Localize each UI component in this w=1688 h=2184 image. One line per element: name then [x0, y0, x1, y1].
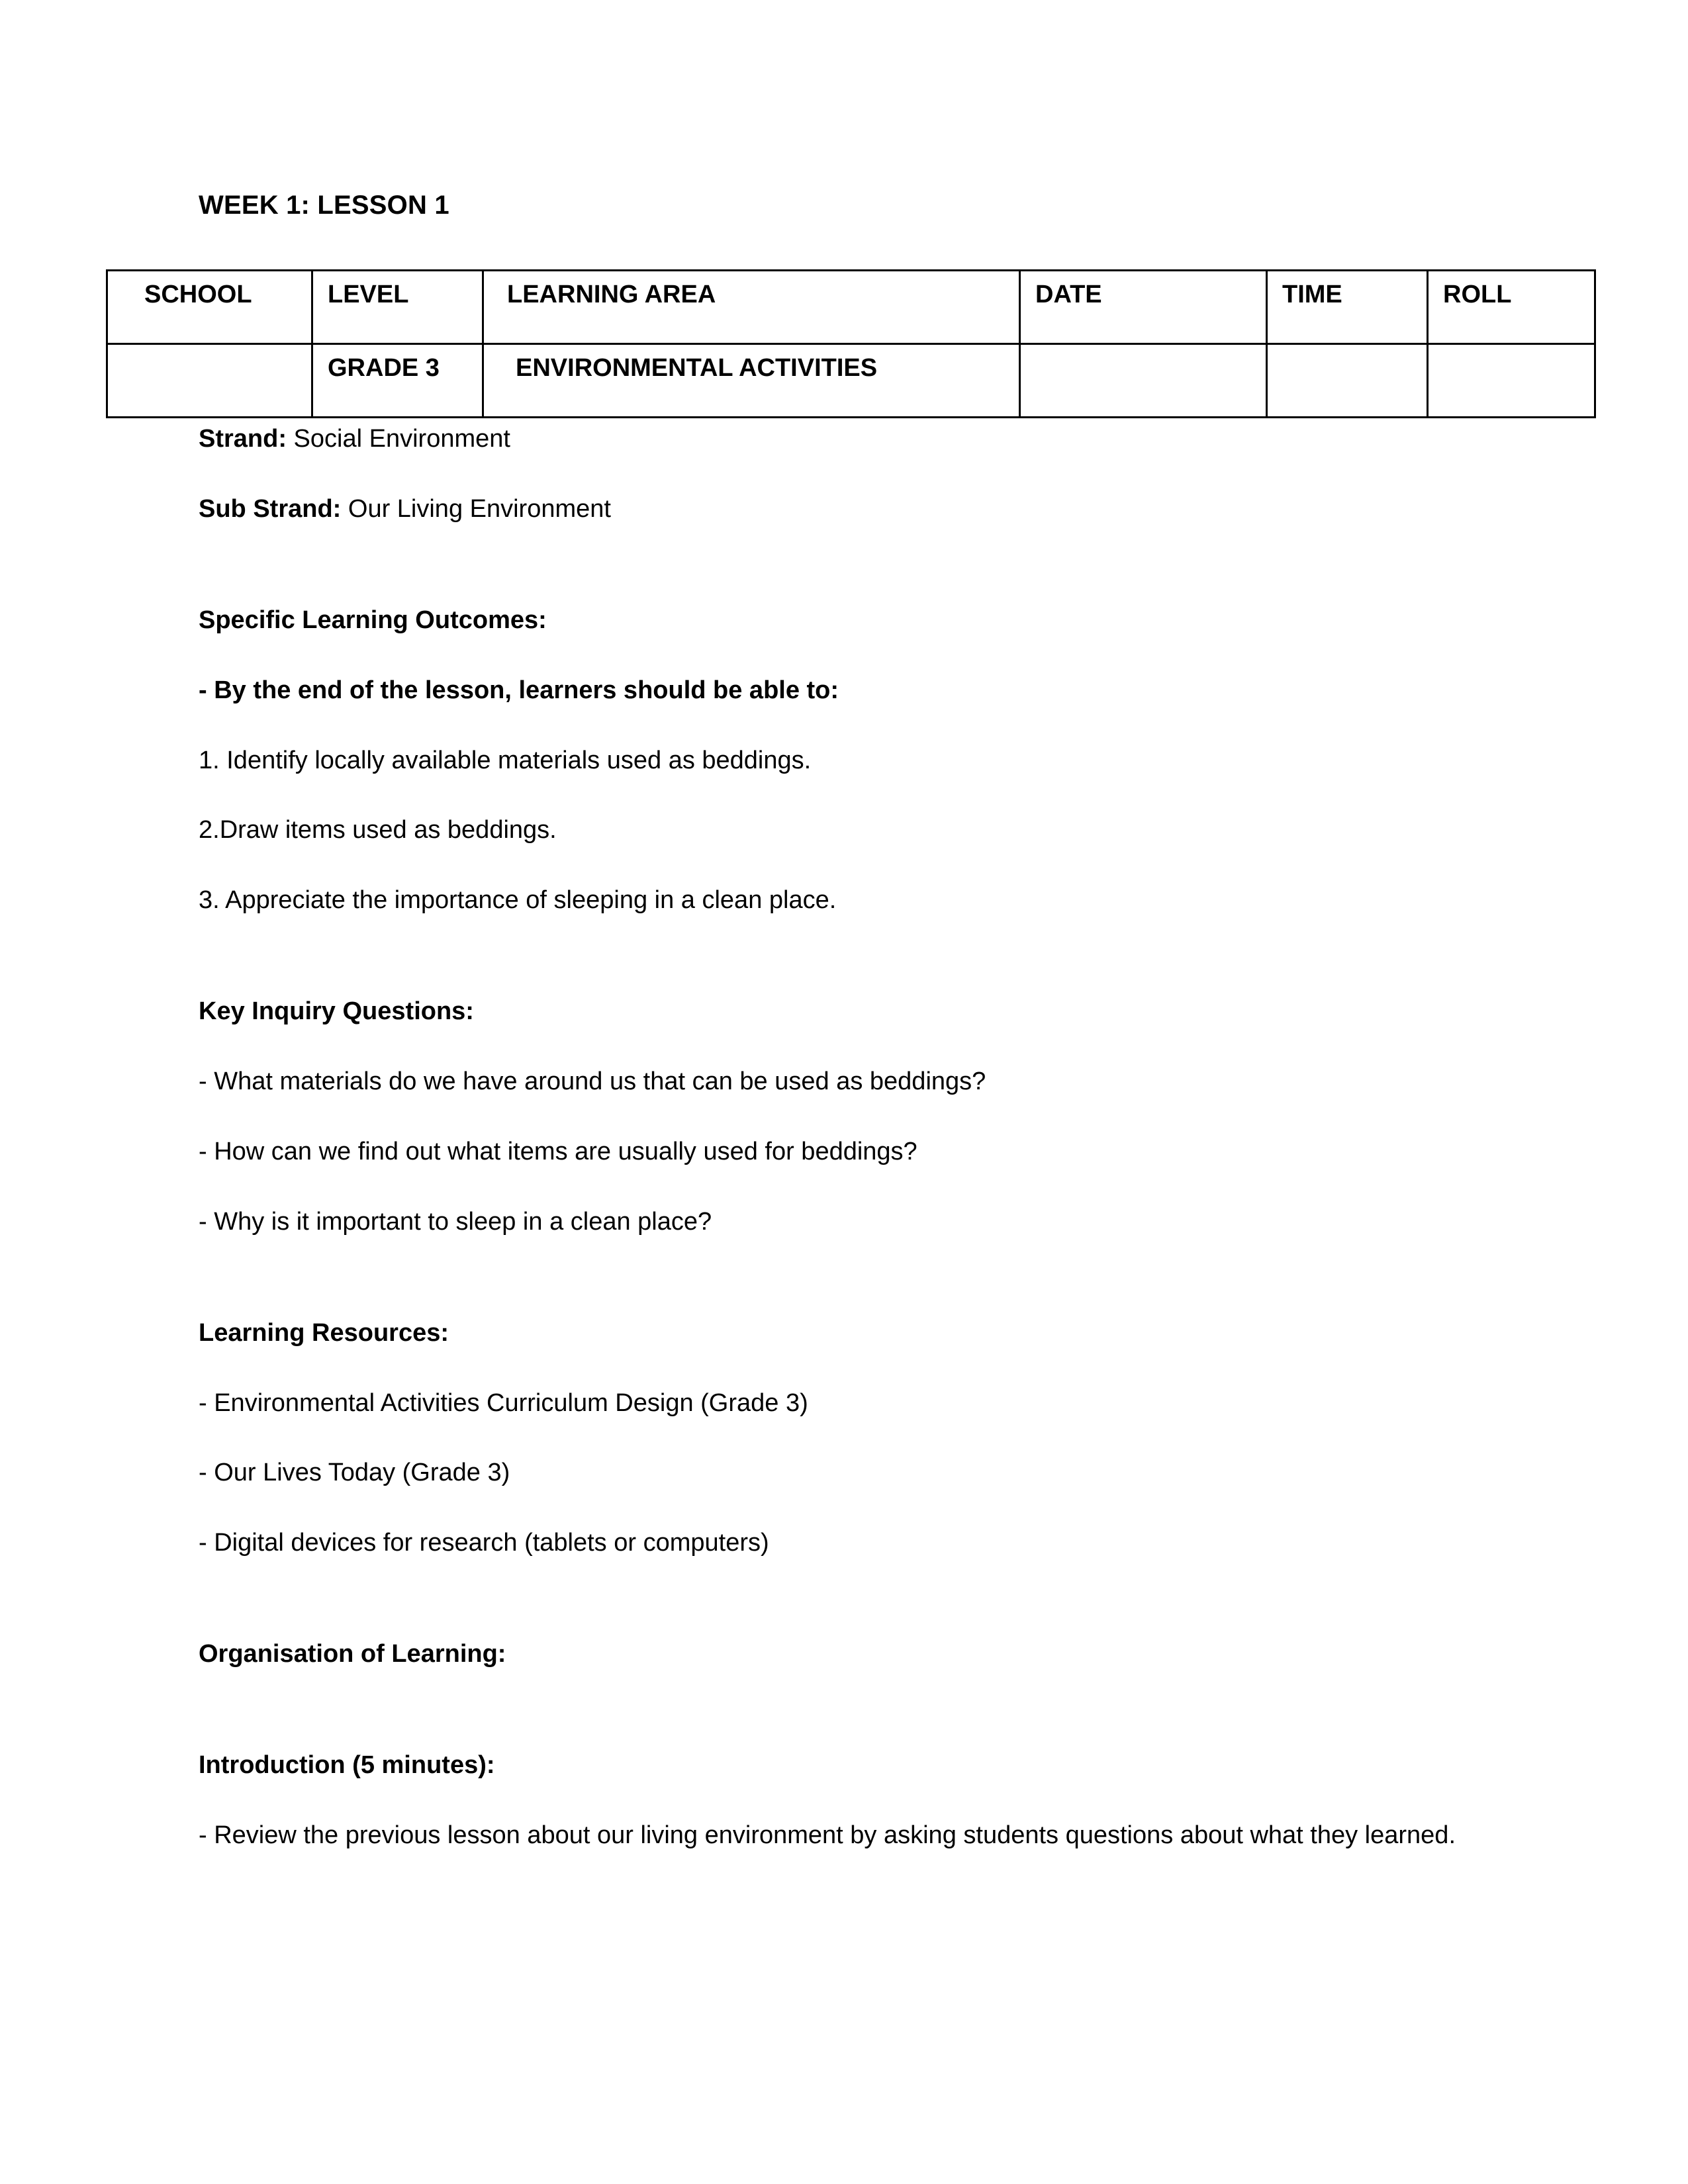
- outcome-item-1: 1. Identify locally available materials used as beddings.: [199, 746, 812, 774]
- learning-resources-heading: Learning Resources:: [199, 1318, 449, 1347]
- sub-strand-value: Our Living Environment: [341, 494, 611, 523]
- key-inquiry-item-1: - What materials do we have around us that can be used as beddings?: [199, 1068, 986, 1095]
- section-spacer: [199, 564, 1456, 605]
- cell-level-value: GRADE 3: [328, 354, 440, 382]
- header-learning-area-label: LEARNING AREA: [507, 281, 716, 308]
- key-inquiry-item-3: - Why is it important to sleep in a clean place?: [199, 1207, 712, 1236]
- header-date-label: DATE: [1035, 281, 1102, 308]
- introduction-text: - Review the previous lesson about our living environment by asking students questions about what they learned.: [199, 1821, 1456, 1849]
- learning-resource-item-2: - Our Lives Today (Grade 3): [199, 1459, 510, 1487]
- table-header-time: [1267, 271, 1428, 344]
- table-row: [107, 344, 1595, 418]
- table-header-school: [107, 271, 312, 344]
- sub-strand-label: Sub Strand:: [199, 494, 342, 523]
- section-spacer: [199, 1277, 1456, 1318]
- table-header-level: [312, 271, 483, 344]
- organisation-of-learning-heading: Organisation of Learning:: [199, 1640, 506, 1668]
- section-spacer: [199, 955, 1456, 996]
- lesson-info-table: [106, 269, 1596, 418]
- sub-strand-line: [199, 494, 1456, 525]
- header-time-label: TIME: [1282, 281, 1342, 308]
- header-level-label: LEVEL: [328, 281, 409, 308]
- header-roll-label: ROLL: [1443, 281, 1512, 308]
- table-header-date: [1020, 271, 1267, 344]
- section-spacer: [199, 1598, 1456, 1639]
- learning-resource-item-1: - Environmental Activities Curriculum Design (Grade 3): [199, 1388, 808, 1417]
- key-inquiry-item-2: - How can we find out what items are usually used for beddings?: [199, 1137, 917, 1165]
- header-school-label: SCHOOL: [144, 281, 252, 308]
- table-cell-roll[interactable]: [1428, 344, 1595, 418]
- learning-resource-item-3: - Digital devices for research (tablets or computers): [199, 1529, 769, 1557]
- section-spacer: [199, 1709, 1456, 1750]
- strand-value: Social Environment: [287, 425, 510, 453]
- outcome-item-2: 2.Draw items used as beddings.: [199, 816, 557, 844]
- key-inquiry-questions-heading: Key Inquiry Questions:: [199, 997, 474, 1026]
- table-cell-level[interactable]: [312, 344, 483, 418]
- cell-learning-area-value: ENVIRONMENTAL ACTIVITIES: [516, 354, 878, 382]
- page-title: WEEK 1: LESSON 1: [199, 191, 449, 220]
- table-header-learning-area: [483, 271, 1020, 344]
- introduction-heading: Introduction (5 minutes):: [199, 1751, 495, 1779]
- lesson-info-table-wrapper: [106, 269, 1582, 418]
- strand-label: Strand:: [199, 425, 287, 453]
- strand-line: [199, 424, 1456, 455]
- lesson-body: [199, 424, 1456, 1890]
- table-cell-learning-area[interactable]: [483, 344, 1020, 418]
- outcomes-lead-in: - By the end of the lesson, learners should be able to:: [199, 676, 839, 704]
- table-cell-school[interactable]: [107, 344, 312, 418]
- outcome-item-3: 3. Appreciate the importance of sleeping in a clean place.: [199, 886, 837, 915]
- table-header-row: [107, 271, 1595, 344]
- table-cell-date[interactable]: [1020, 344, 1267, 418]
- specific-learning-outcomes-heading: Specific Learning Outcomes:: [199, 606, 547, 634]
- table-cell-time[interactable]: [1267, 344, 1428, 418]
- table-header-roll: [1428, 271, 1595, 344]
